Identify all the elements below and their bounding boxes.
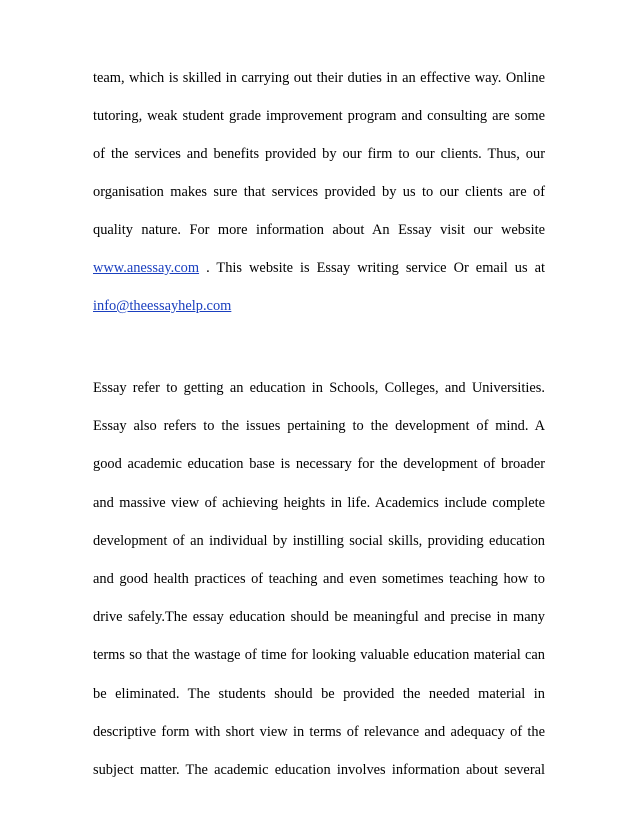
paragraph-2-line-7: drive safely.The essay education should be meaningful and precise in many (93, 609, 545, 626)
paragraph-1-line-5: quality nature. For more information about An Essay visit our website (93, 222, 545, 238)
paragraph-1-line-3: of the services and benefits provided by our firm to our clients. Thus, our (93, 146, 545, 162)
paragraph-2-line-11: subject matter. The academic education involves information about several (93, 762, 545, 778)
paragraph-1-line-4: organisation makes sure that services provided by us to our clients are of (93, 184, 545, 200)
paragraph-2-line-4: and massive view of achieving heights in life. Academics include complete (93, 494, 545, 511)
paragraph-2-line-1: Essay refer to getting an education in Schools, Colleges, and Universities. (93, 380, 545, 396)
paragraph-1-line-7 (93, 296, 545, 316)
paragraph-1-line-6-text: . This website is Essay writing service Or email us at (199, 260, 545, 276)
paragraph-2-line-3: good academic education base is necessary for the development of broader (93, 456, 545, 473)
paragraph-1-line-6 (93, 258, 545, 278)
paragraph-2-line-8: terms so that the wastage of time for looking valuable education material can (93, 647, 545, 664)
paragraph-2-line-10: descriptive form with short view in terms of relevance and adequacy of the (93, 723, 545, 740)
paragraph-2-line-5: development of an individual by instilling social skills, providing education (93, 532, 545, 549)
paragraph-1-line-1: team, which is skilled in carrying out their duties in an effective way. Online (93, 70, 545, 86)
website-link[interactable]: www.anessay.com (93, 260, 200, 276)
paragraph-1-line-2: tutoring, weak student grade improvement program and consulting are some (93, 108, 545, 124)
paragraph-2-line-6: and good health practices of teaching and even sometimes teaching how to (93, 571, 545, 587)
paragraph-2-line-9: be eliminated. The students should be provided the needed material in (93, 685, 545, 702)
email-link[interactable]: info@theessayhelp.com (93, 298, 232, 314)
paragraph-2-line-2: Essay also refers to the issues pertaining to the development of mind. A (93, 418, 545, 435)
